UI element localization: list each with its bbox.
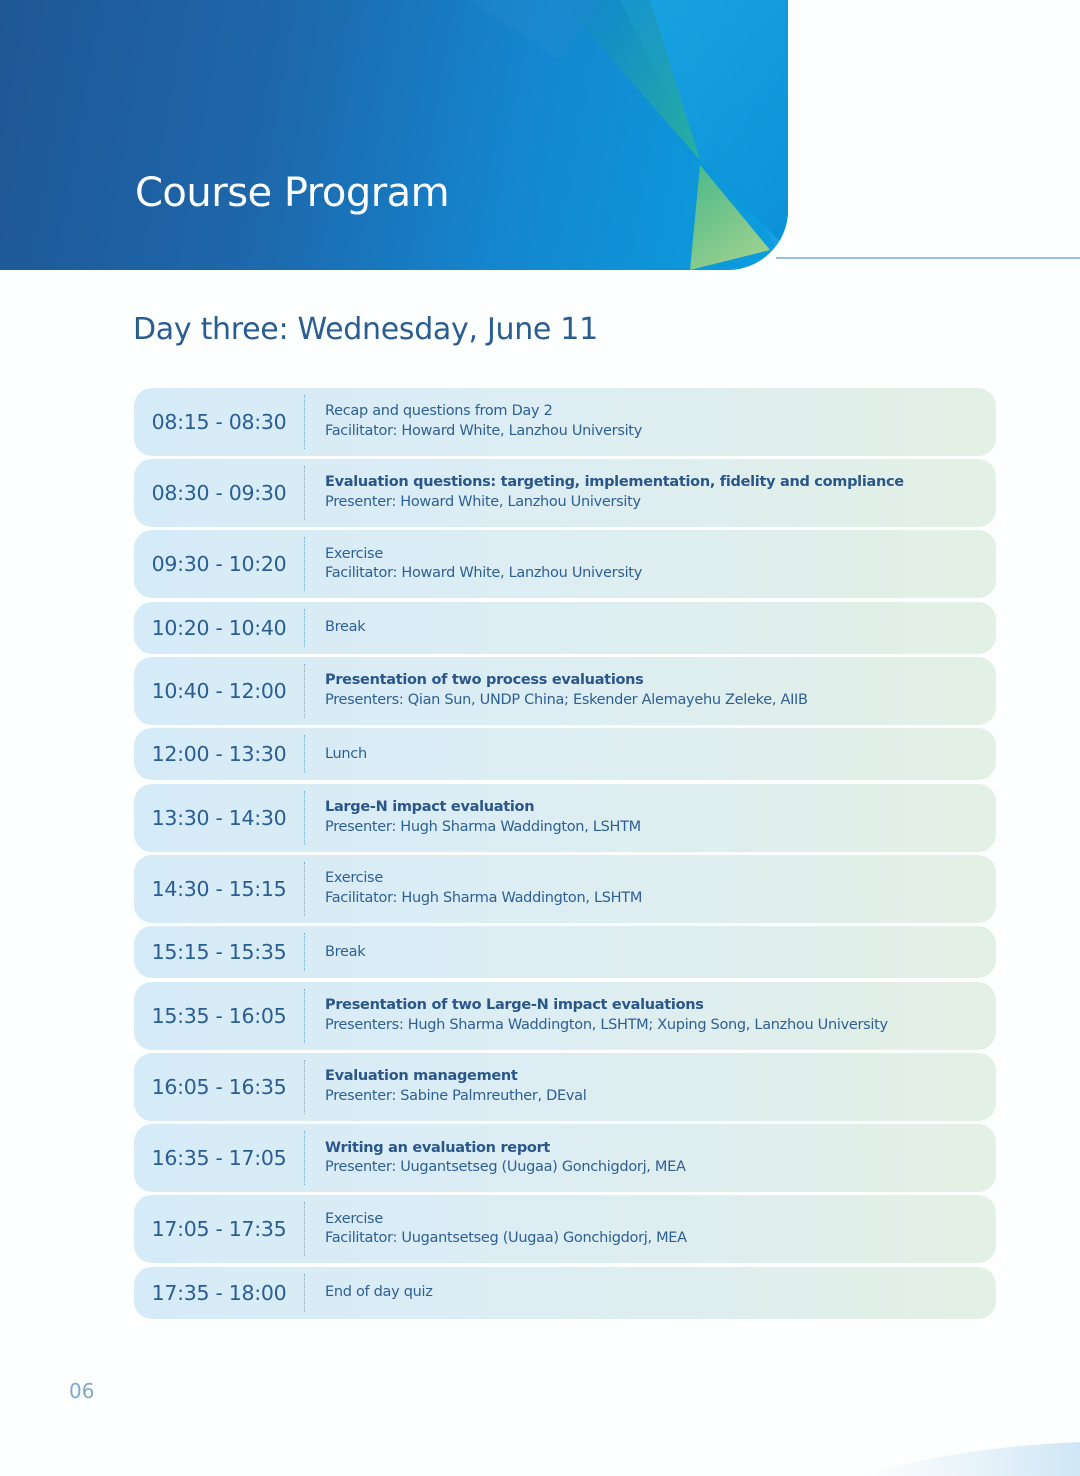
session-title: Evaluation questions: targeting, implementation, fidelity and compliance bbox=[325, 474, 904, 491]
session-people: Facilitator: Uugantsetseg (Uugaa) Gonchigdorj, MEA bbox=[325, 1230, 687, 1247]
day-title: Day three: Wednesday, June 11 bbox=[133, 312, 598, 347]
session-info bbox=[305, 1283, 433, 1303]
session-title: Lunch bbox=[325, 745, 367, 762]
session-title: Recap and questions from Day 2 bbox=[325, 403, 553, 420]
session-info bbox=[305, 473, 904, 512]
session-time: 10:20 - 10:40 bbox=[151, 615, 287, 640]
session-people: Presenter: Uugantsetseg (Uugaa) Gonchigdorj, MEA bbox=[325, 1159, 686, 1176]
session-info bbox=[305, 745, 367, 765]
session-people: Facilitator: Howard White, Lanzhou University bbox=[325, 422, 642, 439]
session-people: Facilitator: Howard White, Lanzhou University bbox=[325, 565, 642, 582]
schedule-row bbox=[134, 602, 996, 654]
schedule-row bbox=[134, 784, 996, 852]
session-title: Writing an evaluation report bbox=[325, 1139, 551, 1156]
session-title: End of day quiz bbox=[325, 1283, 433, 1300]
session-time: 12:00 - 13:30 bbox=[151, 742, 287, 767]
session-time: 09:30 - 10:20 bbox=[151, 552, 287, 577]
schedule-row bbox=[134, 982, 996, 1050]
session-people: Facilitator: Hugh Sharma Waddington, LSHTM bbox=[325, 889, 643, 906]
page-number: 06 bbox=[69, 1379, 95, 1403]
session-title: Exercise bbox=[325, 1210, 383, 1227]
session-info bbox=[305, 618, 365, 638]
session-time: 15:35 - 16:05 bbox=[151, 1003, 287, 1028]
schedule-row bbox=[134, 530, 996, 598]
schedule-list bbox=[134, 388, 996, 1322]
session-info bbox=[305, 798, 641, 837]
session-title: Break bbox=[325, 618, 366, 635]
schedule-row bbox=[134, 657, 996, 725]
schedule-row bbox=[134, 1053, 996, 1121]
schedule-row bbox=[134, 1195, 996, 1263]
session-people: Presenters: Qian Sun, UNDP China; Eskender Alemayehu Zeleke, AIIB bbox=[325, 691, 808, 708]
session-title: Presentation of two Large-N impact evaluations bbox=[325, 997, 704, 1014]
session-info bbox=[305, 996, 888, 1035]
schedule-row bbox=[134, 388, 996, 456]
session-people: Presenter: Sabine Palmreuther, DEval bbox=[325, 1087, 587, 1104]
session-title: Exercise bbox=[325, 545, 383, 562]
schedule-row bbox=[134, 728, 996, 780]
session-title: Large-N impact evaluation bbox=[325, 799, 535, 816]
session-info bbox=[305, 1067, 586, 1106]
session-time: 13:30 - 14:30 bbox=[151, 805, 287, 830]
schedule-row bbox=[134, 855, 996, 923]
session-info bbox=[305, 402, 642, 441]
session-info bbox=[305, 671, 808, 710]
session-info bbox=[305, 545, 642, 584]
session-time: 14:30 - 15:15 bbox=[151, 876, 287, 901]
session-time: 17:05 - 17:35 bbox=[151, 1217, 287, 1242]
banner-geometric-decoration bbox=[0, 0, 788, 270]
session-title: Break bbox=[325, 943, 366, 960]
session-time: 16:05 - 16:35 bbox=[151, 1074, 287, 1099]
corner-wave-decoration bbox=[860, 1416, 1080, 1476]
session-time: 15:15 - 15:35 bbox=[151, 940, 287, 965]
session-title: Exercise bbox=[325, 870, 383, 887]
session-time: 10:40 - 12:00 bbox=[151, 678, 287, 703]
session-info bbox=[305, 1139, 686, 1178]
page-heading: Course Program bbox=[135, 170, 450, 216]
session-info bbox=[305, 1210, 687, 1249]
session-time: 16:35 - 17:05 bbox=[151, 1146, 287, 1171]
schedule-row bbox=[134, 459, 996, 527]
session-people: Presenter: Howard White, Lanzhou University bbox=[325, 493, 641, 510]
schedule-row bbox=[134, 1124, 996, 1192]
schedule-row bbox=[134, 1267, 996, 1319]
session-title: Presentation of two process evaluations bbox=[325, 672, 644, 689]
schedule-row bbox=[134, 926, 996, 978]
session-people: Presenters: Hugh Sharma Waddington, LSHTM; Xuping Song, Lanzhou University bbox=[325, 1016, 888, 1033]
session-title: Evaluation management bbox=[325, 1068, 518, 1085]
header-divider bbox=[776, 257, 1080, 259]
session-people: Presenter: Hugh Sharma Waddington, LSHTM bbox=[325, 818, 641, 835]
session-info bbox=[305, 943, 365, 963]
session-time: 08:15 - 08:30 bbox=[151, 409, 287, 434]
header-banner bbox=[0, 0, 788, 270]
session-time: 17:35 - 18:00 bbox=[151, 1280, 287, 1305]
session-info bbox=[305, 869, 642, 908]
session-time: 08:30 - 09:30 bbox=[151, 480, 287, 505]
